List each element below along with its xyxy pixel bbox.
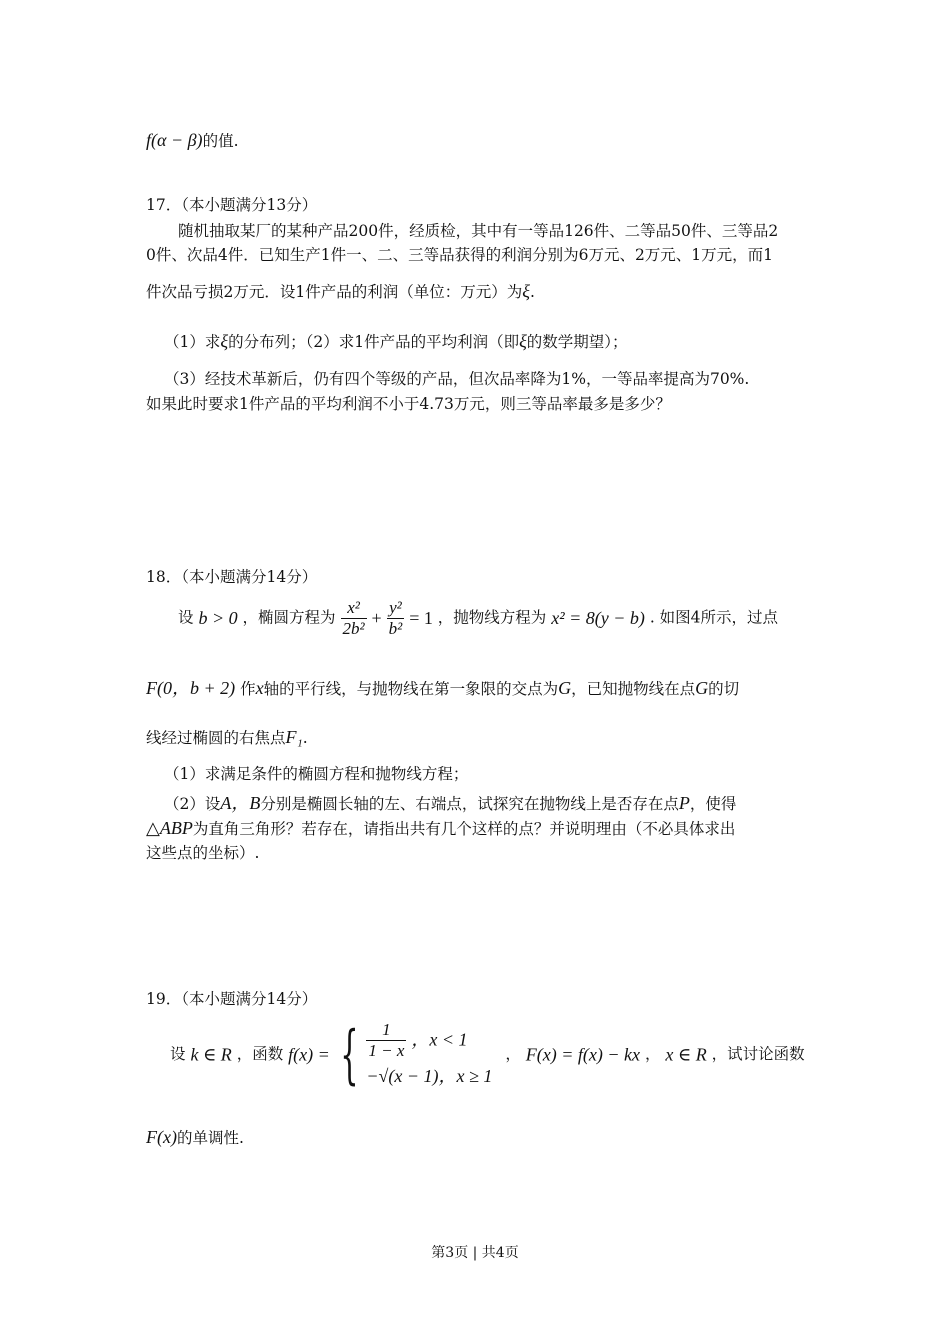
xi-symbol: ξ	[522, 281, 530, 301]
prev-question-tail	[146, 126, 239, 155]
frac-num: 1	[366, 1020, 406, 1041]
q17-part3-line2: 如果此时要求1件产品的平均利润不小于4.73万元，则三等品率最多是多少？	[146, 395, 671, 413]
q18-part2-line2	[146, 814, 735, 843]
frac-num: x²	[341, 598, 367, 619]
point-P: P	[678, 793, 690, 813]
q17-part3-line1: （3）经技术革新后，仍有四个等级的产品，但次品率降为1%，一等品率提高为70%.	[164, 370, 750, 388]
q18-part1: （1）求满足条件的椭圆方程和抛物线方程；	[164, 765, 469, 783]
q19-s2: ，函数	[236, 1044, 284, 1063]
q18-s3: ，抛物线方程为	[437, 608, 547, 627]
frac-den: 2b²	[342, 618, 365, 638]
q19-header: 19．（本小题满分14分）	[146, 990, 318, 1008]
focus-F1: F₁	[285, 727, 303, 747]
q18-header: 18．（本小题满分14分）	[146, 568, 318, 586]
plus-sign: +	[371, 608, 382, 629]
points-AB: A，B	[220, 793, 261, 813]
q17-line1: 随机抽取某厂的某种产品200件，经质检，其中有一等品126件、二等品50件、三等品2	[178, 222, 779, 240]
q18-line3	[146, 723, 308, 752]
point-G: G	[558, 678, 572, 698]
q17-p1-text-b: 的分布列；（2）求1件产品的平均利润（即	[228, 333, 520, 351]
triangle-ABP: △ABP	[146, 818, 193, 838]
q17-line3-end: .	[529, 283, 535, 301]
xi-symbol: ξ	[220, 331, 229, 351]
q19-line1	[170, 1017, 805, 1092]
page-footer: 第3页 | 共4页	[431, 1245, 519, 1261]
prev-expr: f(α − β)	[146, 130, 203, 150]
q17-header: 17．（本小题满分13分）	[146, 196, 318, 214]
frac-num: y²	[387, 598, 405, 619]
k-in-R: k ∈ R	[190, 1044, 232, 1065]
q18-line2	[146, 674, 739, 703]
q18-s9: 线经过椭圆的右焦点	[146, 729, 286, 747]
parabola-equation: x² = 8(y − b)	[551, 608, 645, 629]
piecewise-cases	[366, 1020, 492, 1089]
q18-s8: 的切	[708, 680, 740, 698]
xi-symbol: ξ	[519, 331, 527, 351]
q18-part2-line3: 这些点的坐标）.	[146, 844, 260, 862]
F-of-x: F(x)	[146, 1127, 177, 1147]
f-of-x: f(x) =	[288, 1044, 330, 1065]
q17-line3	[146, 277, 535, 306]
q18-s6: 轴的平行线，与抛物线在第一象限的交点为	[263, 680, 559, 698]
q19-s4: ，	[644, 1044, 661, 1063]
ellipse-frac-x	[341, 598, 367, 638]
q19-s3: ，	[505, 1044, 521, 1063]
q18-p2c: ，使得	[689, 795, 737, 813]
case-1	[366, 1020, 492, 1060]
point-G: G	[695, 678, 709, 698]
q18-s1: 设	[178, 608, 194, 627]
q18-s4: . 如图4所示，过点	[649, 608, 779, 627]
x-in-R: x ∈ R	[665, 1044, 707, 1065]
q18-p2a: （2）设	[164, 795, 221, 813]
q18-s2: ，椭圆方程为	[242, 608, 336, 627]
frac-den: 1 − x	[368, 1040, 405, 1060]
point-F: F(0，b + 2)	[146, 678, 236, 698]
q19-s5: ，试讨论函数	[711, 1044, 805, 1063]
F-of-x-def: F(x) = f(x) − kx	[525, 1044, 641, 1065]
ellipse-frac-y	[387, 598, 405, 638]
q18-s10: .	[302, 729, 308, 747]
q18-p2b: 分别是椭圆长轴的左、右端点，试探究在抛物线上是否存在点	[260, 795, 679, 813]
q18-p2d: 为直角三角形？若存在，请指出共有几个这样的点？并说明理由（不必具体求出	[192, 820, 736, 838]
left-brace: {	[339, 1017, 359, 1092]
x-var: x	[255, 678, 264, 698]
case1-frac	[366, 1020, 406, 1060]
q18-s5: 作	[235, 680, 256, 698]
q19-line2	[146, 1123, 244, 1152]
case-2: −√(x − 1)，x ≥ 1	[366, 1066, 493, 1087]
q18-line1	[178, 598, 778, 638]
q17-p1-text-c: 的数学期望）；	[526, 333, 628, 351]
q18-s7: ，已知抛物线在点	[571, 680, 696, 698]
case1-condition: ，x < 1	[411, 1029, 468, 1050]
q17-p1-text-a: （1）求	[164, 333, 221, 351]
equals-one: = 1	[409, 608, 433, 629]
q19-s6: 的单调性.	[176, 1129, 244, 1147]
q17-line3-text: 件次品亏损2万元．设1件产品的利润（单位：万元）为	[146, 283, 523, 301]
q17-part1-2	[164, 327, 628, 356]
b-positive: b > 0	[198, 608, 238, 629]
prev-tail-text: 的值.	[202, 132, 239, 150]
q19-s1: 设	[170, 1044, 186, 1063]
frac-den: b²	[388, 618, 403, 638]
q17-line2: 0件、次品4件．已知生产1件一、二、三等品获得的利润分别为6万元、2万元、1万元，而1	[146, 246, 774, 264]
